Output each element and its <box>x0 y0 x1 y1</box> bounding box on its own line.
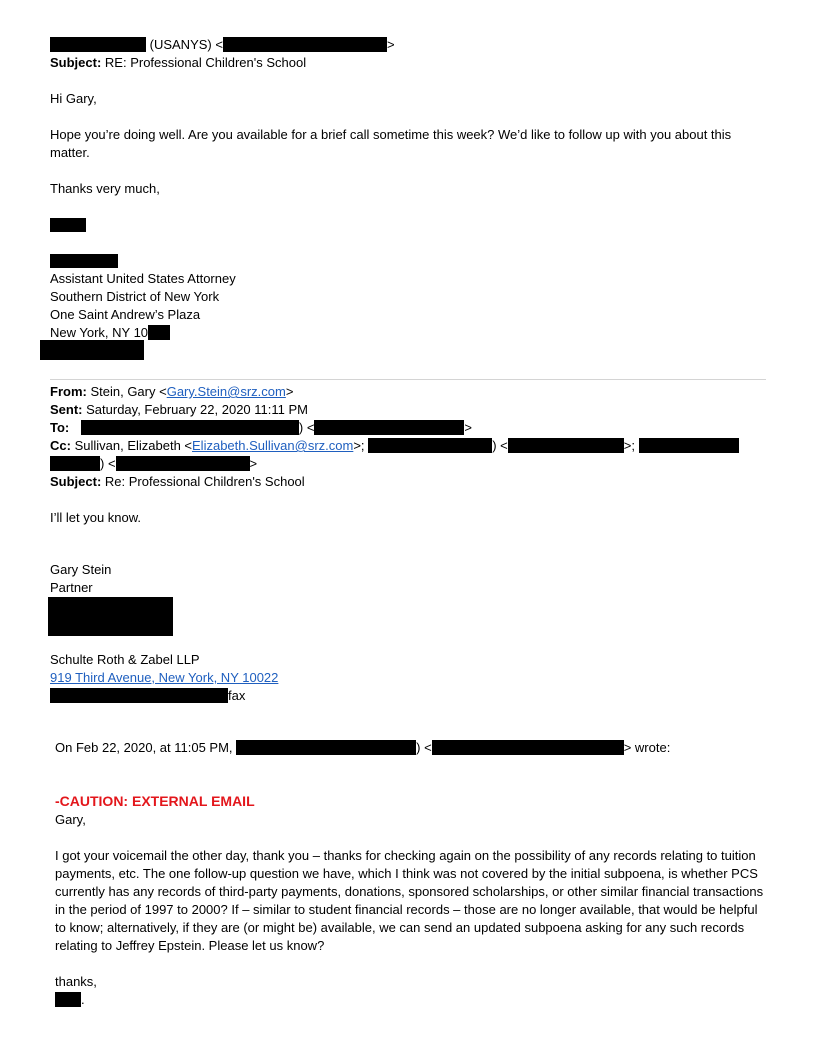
from-email-link[interactable]: Gary.Stein@srz.com <box>166 384 286 399</box>
quoted-greeting: Gary, <box>55 812 86 827</box>
redaction-block <box>81 420 299 435</box>
redaction-block <box>639 438 739 453</box>
cc-line: Cc: Sullivan, Elizabeth <Elizabeth.Sullivan@srz.com>; ) < >; <box>50 437 739 455</box>
redaction-block <box>432 740 624 755</box>
signature-contact: fax <box>50 687 245 705</box>
quoted-intro: On Feb 22, 2020, at 11:05 PM, ) < > wrote: <box>55 740 671 755</box>
from-line: (USANYS) < > <box>50 36 395 54</box>
redaction-block <box>50 37 146 52</box>
signature-firm: Schulte Roth & Zabel LLP <box>50 652 200 667</box>
caution-banner: -CAUTION: EXTERNAL EMAIL <box>55 793 255 809</box>
redaction-block <box>368 438 492 453</box>
signature-name: Gary Stein <box>50 562 112 577</box>
to-line: To: ) < > <box>50 420 473 435</box>
redaction-block <box>48 597 173 636</box>
cc-email-link[interactable]: Elizabeth.Sullivan@srz.com <box>192 438 354 453</box>
from-line: From: Stein, Gary <Gary.Stein@srz.com> <box>50 384 294 399</box>
divider <box>50 379 766 380</box>
signature-title: Assistant United States Attorney <box>50 271 236 286</box>
cc-line-continued: ) < > <box>50 455 257 473</box>
redaction-block <box>116 456 250 471</box>
signature-address2: New York, NY 10 <box>50 324 170 342</box>
closing: Thanks very much, <box>50 181 160 196</box>
redaction-block <box>148 325 170 340</box>
address-link[interactable]: 919 Third Avenue, New York, NY 10022 <box>50 670 279 685</box>
quoted-body: I got your voicemail the other day, thank you – thanks for checking again on the possibility of any records relating to tuition payments, etc. The one follow-up question we have, which I think was not covered by the initial subpoena, is whether PCS currently has any records of third-party payments, donations, sponsored scholarships, or other similar financial transactions in the period of 1997 to 2000? If – similar to student financial records – those are no longer available, that would be helpful to know; alternatively, if they are (or might be) available, we can send an updated subpoena asking for any such records relating to Jeffrey Epstein. Please let us know? <box>55 848 764 953</box>
signature-title: Partner <box>50 580 93 595</box>
redaction-block <box>40 340 144 360</box>
quoted-closing: thanks, <box>55 974 97 989</box>
signature-address1: One Saint Andrew’s Plaza <box>50 307 201 322</box>
redaction-block <box>50 688 228 703</box>
redaction-block <box>223 37 387 52</box>
redaction-block <box>50 218 86 232</box>
email-body: I’ll let you know. <box>50 510 142 525</box>
subject-line: Subject: RE: Professional Children's School <box>50 55 307 70</box>
signature-address <box>50 669 278 687</box>
subject-line: Subject: Re: Professional Children's School <box>50 474 305 489</box>
redaction-block <box>50 254 118 268</box>
signature-district: Southern District of New York <box>50 289 220 304</box>
redaction-block <box>508 438 624 453</box>
redaction-block <box>50 456 100 471</box>
greeting: Hi Gary, <box>50 91 97 106</box>
email-body: Hope you’re doing well. Are you available for a brief call sometime this week? We’d like to follow up with you about this matter. <box>50 127 732 160</box>
redaction-block <box>314 420 464 435</box>
redaction-block <box>55 992 81 1007</box>
sent-line: Sent: Saturday, February 22, 2020 11:11 PM <box>50 402 308 417</box>
quoted-signoff: . <box>55 991 85 1009</box>
redaction-block <box>236 740 416 755</box>
